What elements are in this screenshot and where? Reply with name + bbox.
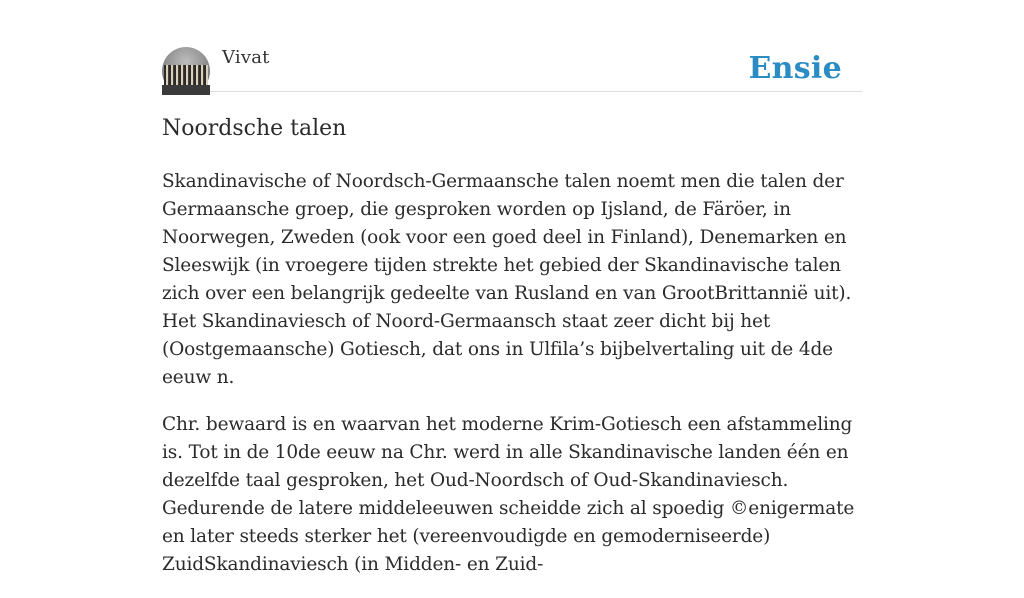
shelf-shadow [162,85,210,95]
article-paragraph-1: Skandinavische of Noordsch-Germaansche talen noemt men die talen der Germaansche groep, die gesproken worden op Ijsland, de Färöer, in Noorwegen, Zweden (ook voor een goed deel in Finland), Denemarken en Sleeswijk (in vroegere tijden strekte het gebied der Skandinavische talen zich over een belangrijk gedeelte van Rusland en van GrootBrittannië uit). Het Skandinaviesch of Noord-Germaansch staat zeer dicht bij het (Oostgemaansche) Gotiesch, dat ons in Ulfila’s bijbelvertaling uit de 4de eeuw n. [162,171,852,388]
ensie-logo-link[interactable]: Ensie [748,51,842,86]
page-header [162,44,862,92]
article-paragraph-2: Chr. bewaard is en waarvan het moderne Krim-Gotiesch een afstammeling is. Tot in de 10de eeuw na Chr. werd in alle Skandinavische landen één en dezelfde taal gesproken, het Oud-Noordsch of Oud-Skandinaviesch. Gedurende de latere middeleeuwen scheidde zich al spoedig ©enigermate en later steeds sterker het (vereenvoudigde en gemoderniseerde) ZuidSkandinaviesch (in Midden- en Zuid- [162,414,855,575]
author-avatar[interactable] [162,47,210,95]
author-name[interactable]: Vivat [222,47,270,68]
article-body [162,168,862,598]
article-title: Noordsche talen [162,116,347,141]
bookshelf-icon [164,65,208,85]
